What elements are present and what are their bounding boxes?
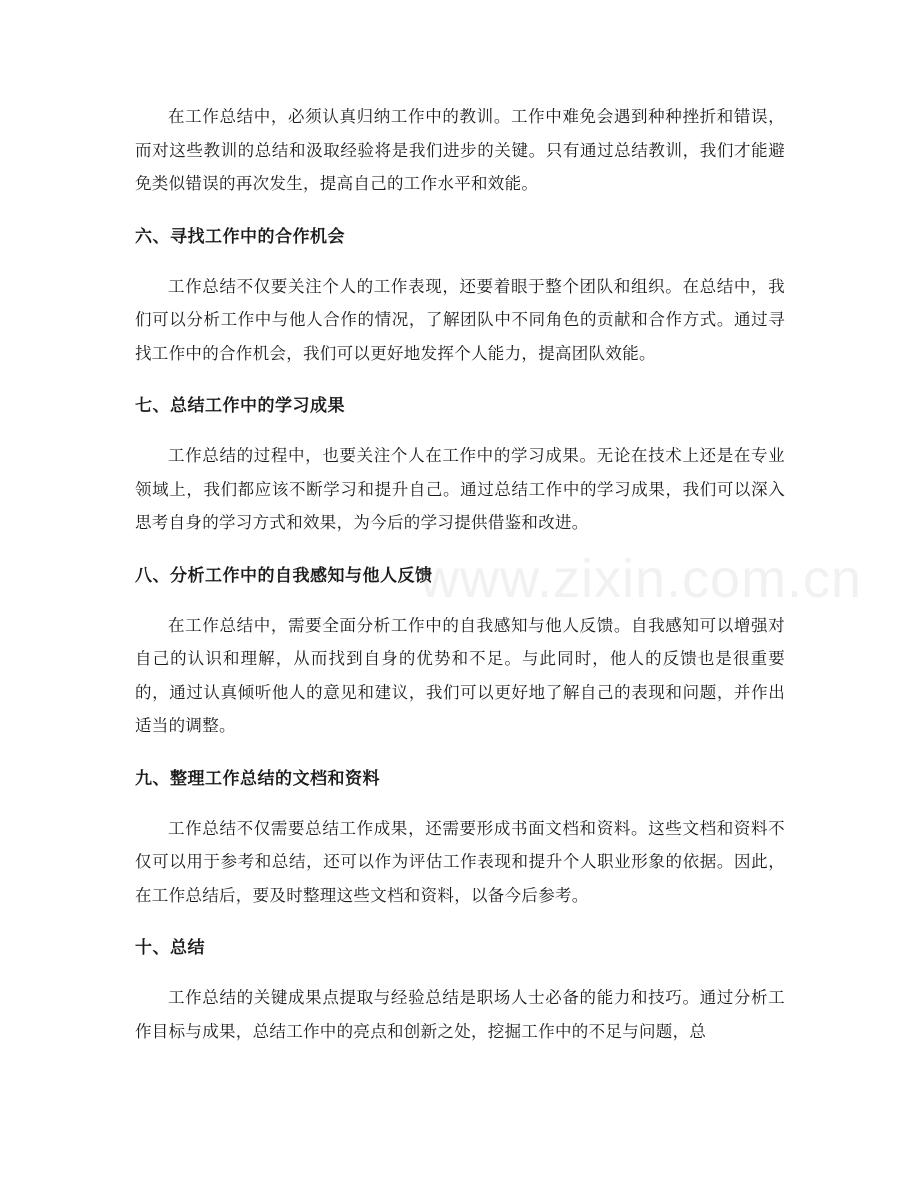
paragraph-learning: 工作总结的过程中，也要关注个人在工作中的学习成果。无论在技术上还是在专业领域上，我们都应该不断学习和提升自己。通过总结工作中的学习成果，我们可以深入思考自身的学习方式和效果，为今后的学习提供借鉴和改进。	[135, 446, 785, 532]
section-heading-8: 八、分析工作中的自我感知与他人反馈	[135, 565, 433, 586]
section-heading-7: 七、总结工作中的学习成果	[135, 396, 345, 416]
section-heading-6: 六、寻找工作中的合作机会	[135, 226, 345, 247]
paragraph-conclusion: 工作总结的关键成果点提取与经验总结是职场人士必备的能力和技巧。通过分析工作目标与成果，总结工作中的亮点和创新之处，挖掘工作中的不足与问题，总	[135, 988, 785, 1041]
paragraph-cooperation: 工作总结不仅要关注个人的工作表现，还要着眼于整个团队和组织。在总结中，我们可以分析工作中与他人合作的情况，了解团队中不同角色的贡献和合作方式。通过寻找工作中的合作机会，我们可以更好地发挥个人能力，提高团队效能。	[135, 276, 785, 363]
watermark: www.zixin.com.cn	[420, 549, 863, 609]
paragraph-feedback: 在工作总结中，需要全面分析工作中的自我感知与他人反馈。自我感知可以增强对自己的认识和理解，从而找到自身的优势和不足。与此同时，他人的反馈也是很重要的，通过认真倾听他人的意见和建议，我们可以更好地了解自己的表现和问题，并作出适当的调整。	[135, 615, 785, 735]
section-heading-10: 十、总结	[135, 938, 205, 958]
section-heading-9: 九、整理工作总结的文档和资料	[135, 768, 380, 789]
document-body	[135, 100, 785, 1071]
paragraph-lessons: 在工作总结中，必须认真归纳工作中的教训。工作中难免会遇到种种挫折和错误，而对这些教训的总结和汲取经验将是我们进步的关键。只有通过总结教训，我们才能避免类似错误的再次发生，提高自己的工作水平和效能。	[135, 107, 785, 193]
paragraph-documents: 工作总结不仅需要总结工作成果，还需要形成书面文档和资料。这些文档和资料不仅可以用于参考和总结，还可以作为评估工作表现和提升个人职业形象的依据。因此，在工作总结后，要及时整理这些文档和资料，以备今后参考。	[135, 818, 785, 905]
